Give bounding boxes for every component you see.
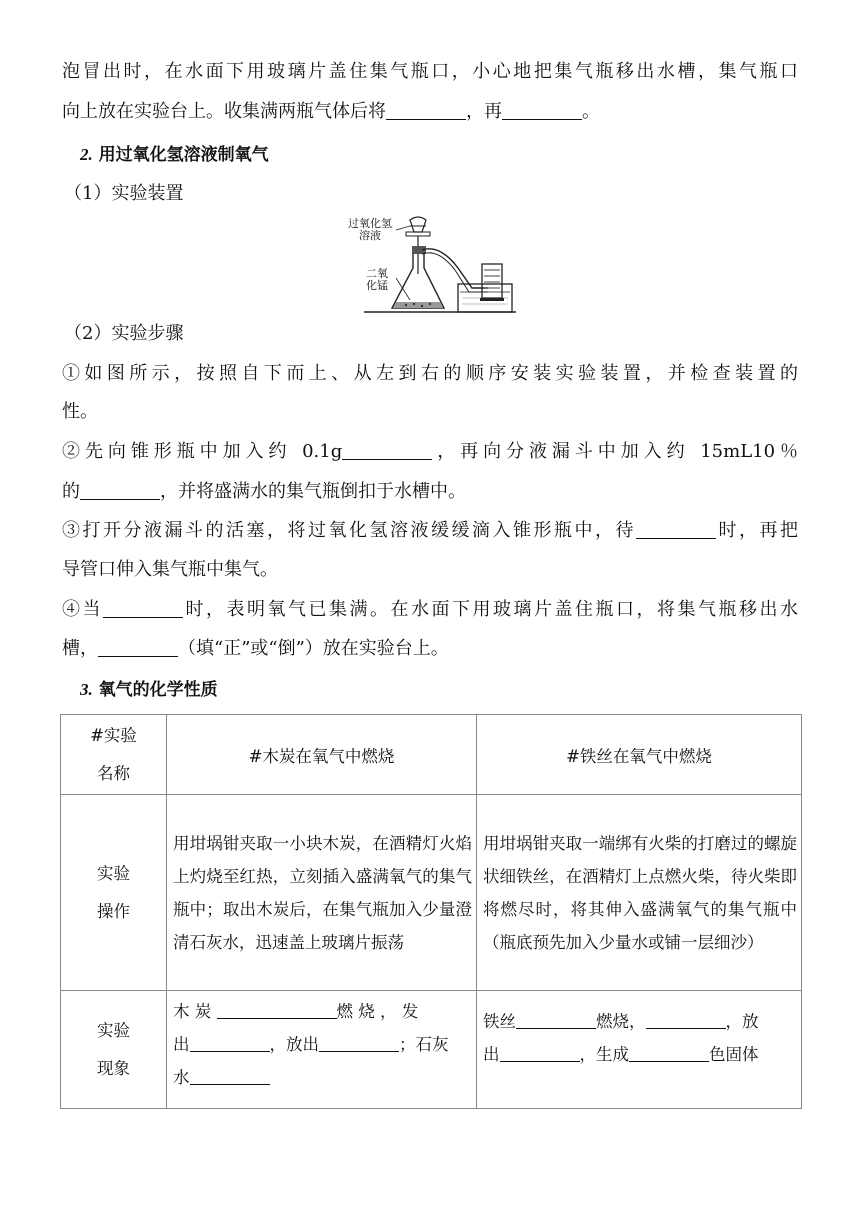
section-title: 氧气的化学性质 bbox=[98, 680, 218, 700]
section-number: 3. bbox=[80, 680, 93, 699]
section-heading bbox=[80, 678, 218, 702]
answer-blank[interactable] bbox=[190, 1035, 270, 1052]
step-text: 性。 bbox=[62, 401, 98, 422]
table-header-cell: #木炭在氧气中燃烧 bbox=[167, 715, 477, 795]
subheading bbox=[64, 322, 183, 346]
step-text: 时，表明氧气已集满。在水面下用玻璃片盖住瓶口，将集气瓶移出水 bbox=[183, 599, 798, 620]
answer-blank[interactable] bbox=[636, 520, 716, 539]
row-label-cell: 实验 现象 bbox=[61, 991, 167, 1109]
paragraph-line bbox=[62, 60, 798, 84]
answer-blank[interactable] bbox=[386, 101, 466, 120]
answer-blank[interactable] bbox=[342, 441, 432, 460]
subheading-text: （1）实验装置 bbox=[64, 183, 184, 204]
table-cell bbox=[167, 991, 477, 1109]
table-header-row bbox=[61, 715, 802, 795]
table-cell bbox=[477, 795, 802, 991]
step-text: ，并将盛满水的集气瓶倒扣于水槽中。 bbox=[160, 481, 466, 502]
paragraph-text: 泡冒出时，在水面下用玻璃片盖住集气瓶口，小心地把集气瓶移出水槽，集气瓶口 bbox=[62, 61, 798, 82]
cell-text: 铁丝 燃烧， ，放 出 ，生成 色固体 bbox=[483, 1012, 759, 1064]
step-text: ④当 bbox=[62, 599, 103, 620]
step-text: ①如图所示，按照自下而上、从左到右的顺序安装实验装置，并检查装置的 bbox=[62, 363, 798, 384]
step-text: （填“正”或“倒”）放在实验台上。 bbox=[178, 638, 449, 659]
answer-blank[interactable] bbox=[319, 1035, 399, 1052]
step-line bbox=[62, 362, 798, 386]
answer-blank[interactable] bbox=[103, 599, 183, 618]
paragraph-text: ，再 bbox=[466, 101, 502, 122]
figure-label: 过氧化氢 溶液 bbox=[348, 217, 392, 242]
answer-blank[interactable] bbox=[516, 1012, 596, 1029]
step-text: 槽， bbox=[62, 638, 98, 659]
oxygen-properties-table bbox=[60, 714, 802, 1109]
step-text: ③打开分液漏斗的活塞，将过氧化氢溶液缓缓滴入锥形瓶中，待 bbox=[62, 520, 636, 541]
step-line bbox=[62, 440, 798, 464]
cell-text: 用坩埚钳夹取一端绑有火柴的打磨过的螺旋状细铁丝，在酒精灯上点燃火柴，待火柴即将燃尽时，将其伸入盛满氧气的集气瓶中（瓶底预先加入少量水或铺一层细沙） bbox=[483, 833, 797, 952]
answer-blank[interactable] bbox=[80, 481, 160, 500]
section-heading bbox=[80, 143, 269, 167]
step-text: ，再向分液漏斗中加入约 15mL10％ bbox=[432, 441, 798, 462]
step-text: 导管口伸入集气瓶中集气。 bbox=[62, 559, 278, 580]
step-text: 时，再把 bbox=[716, 520, 798, 541]
row-label-cell: 实验 操作 bbox=[61, 795, 167, 991]
section-number: 2. bbox=[80, 145, 93, 164]
section-title: 用过氧化氢溶液制氧气 bbox=[98, 145, 269, 165]
cell-text: 木 炭 燃 烧 ， 发 出 ，放出 ；石灰 水 bbox=[173, 1002, 449, 1087]
paragraph-text: 向上放在实验台上。收集满两瓶气体后将 bbox=[62, 101, 386, 122]
table-cell bbox=[477, 991, 802, 1109]
step-line bbox=[62, 400, 98, 424]
figure-label: 二氧 化锰 bbox=[366, 267, 388, 292]
table-row bbox=[61, 991, 802, 1109]
table-cell bbox=[167, 795, 477, 991]
answer-blank[interactable] bbox=[646, 1012, 726, 1029]
table-header-cell: #实验 名称 bbox=[61, 715, 167, 795]
answer-blank[interactable] bbox=[98, 638, 178, 657]
step-text: ②先向锥形瓶中加入约 0.1g bbox=[62, 441, 343, 462]
step-line bbox=[62, 598, 798, 622]
answer-blank[interactable] bbox=[190, 1068, 270, 1085]
cell-text: 用坩埚钳夹取一小块木炭，在酒精灯火焰上灼烧至红热，立刻插入盛满氧气的集气瓶中；取出木炭后，在集气瓶加入少量澄清石灰水，迅速盖上玻璃片振荡 bbox=[173, 833, 472, 952]
step-line bbox=[62, 558, 278, 582]
subheading-text: （2）实验步骤 bbox=[64, 323, 184, 344]
apparatus-figure bbox=[340, 212, 520, 317]
step-text: 的 bbox=[62, 481, 80, 502]
table-row bbox=[61, 795, 802, 991]
answer-blank[interactable] bbox=[629, 1045, 709, 1062]
table-header-cell: #铁丝在氧气中燃烧 bbox=[477, 715, 802, 795]
paragraph-text: 。 bbox=[582, 101, 600, 122]
answer-blank[interactable] bbox=[502, 101, 582, 120]
step-line bbox=[62, 480, 466, 504]
step-line bbox=[62, 519, 798, 543]
subheading bbox=[64, 182, 183, 206]
step-line bbox=[62, 637, 449, 661]
answer-blank[interactable] bbox=[500, 1045, 580, 1062]
answer-blank[interactable] bbox=[217, 1002, 337, 1019]
paragraph-line bbox=[62, 100, 600, 124]
